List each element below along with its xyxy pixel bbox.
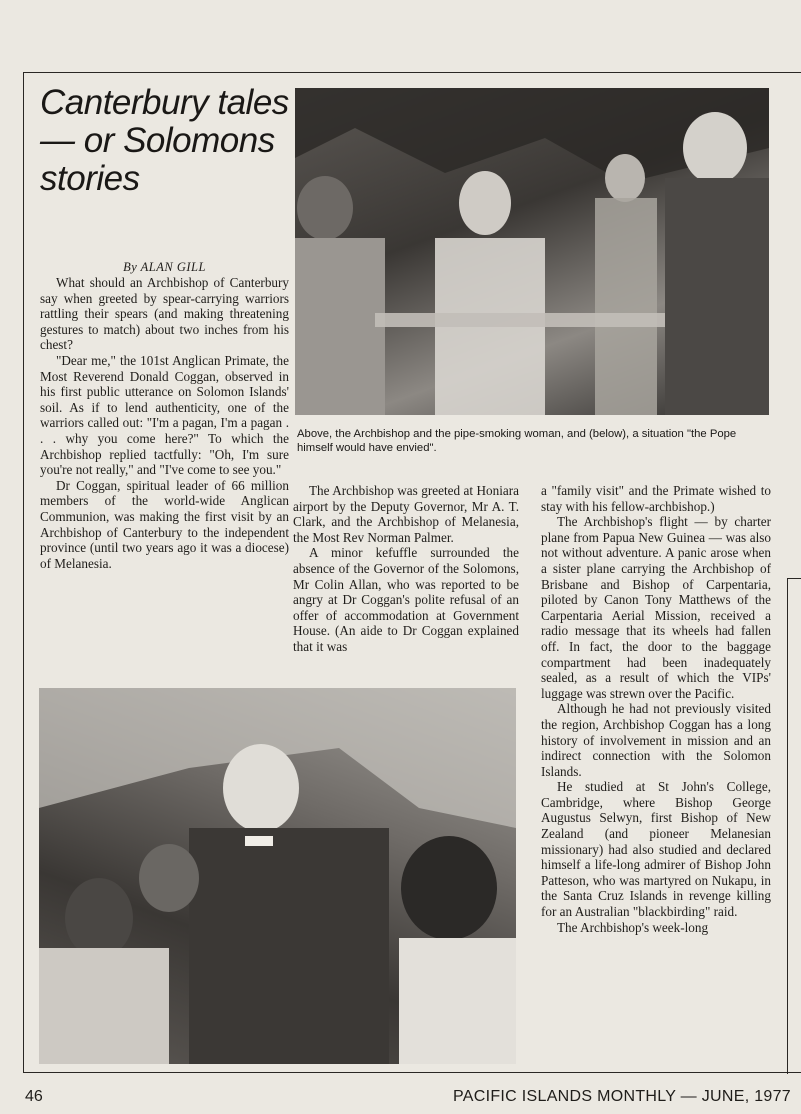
article-column-3 [541,483,771,935]
article-byline: By ALAN GILL [123,260,206,274]
article-column-1 [40,275,289,571]
page-number: 46 [25,1088,43,1105]
paragraph: He studied at St John's College, Cambridge, where Bishop George Augustus Selwyn, first Bishop of New Zealand (and pioneer Melanesian missionary) had also studied and declared himself a life-long admirer of Bishop John Patteson, who was martyred on Nukapu, in the Santa Cruz Islands in revenge killing for an Australian "blackbirding" raid. [541,779,771,920]
paragraph: Although he had not previously visited the region, Archbishop Coggan has a long history of involvement in mission and an indirect connection with the Solomon Islands. [541,701,771,779]
article-headline: Canterbury tales — or Solomons stories [40,83,289,198]
paragraph: The Archbishop's week-long [557,919,709,935]
article-column-2 [293,483,519,655]
frame-bottom-rule [23,1072,801,1073]
photo-archbishop-greeting [295,88,769,415]
paragraph: What should an Archbishop of Canterbury say when greeted by spear-carrying warriors rattling their spears (and making threatening gestures to match) about two inches from his chest? [40,275,289,353]
photo-archbishop-crowd [39,688,516,1064]
paragraph: A minor kefuffle surrounded the absence of the Governor of the Solomons, Mr Colin Allan, who was reported to be angry at Dr Coggan's polite refusal of an offer of accommodation at Government House. (An aide to Dr Coggan explained that it was [293,545,519,654]
paragraph: Dr Coggan, spiritual leader of 66 million members of the world-wide Anglican Communion, was making the first visit by an Archbishop of Canterbury to the independent province (until two years ago it was a diocese) of Melanesia. [40,477,289,571]
photo-caption: Above, the Archbishop and the pipe-smoking woman, and (below), a situation "the Pope himself would have envied". [297,428,737,454]
paragraph: The Archbishop was greeted at Honiara airport by the Deputy Governor, Mr A. T. Clark, and the Archbishop of Melanesia, the Most Rev Norman Palmer. [293,483,519,545]
frame-right-bracket [787,578,801,1074]
paragraph: a "family visit" and the Primate wished to stay with his fellow-archbishop.) [541,483,771,514]
magazine-footer: PACIFIC ISLANDS MONTHLY — JUNE, 1977 [453,1088,791,1105]
paragraph: "Dear me," the 101st Anglican Primate, the Most Reverend Donald Coggan, observed in his first public utterance on Solomon Islands' soil. As if to lend authenticity, one of the warriors called out: "I'm a pagan, I'm a pagan . . . why you come here?" To which the Archbishop replied tactfully: "Oh, I'm sure you're not really," and "I've come to see you." [40,352,289,478]
frame-left-rule [23,72,24,1072]
frame-top-rule [23,72,801,73]
paragraph: The Archbishop's flight — by charter plane from Papua New Guinea — was also not without adventure. A panic arose when a sister plane carrying the Archbishop of Brisbane and Bishop of Carpentaria, piloted by Canon Tony Matthews of the Carpentaria Aerial Mission, received a radio message that its wheels had fallen off. In fact, the door to the baggage compartment had been inadequately sealed, as a result of which the VIPs' luggage was strewn over the Pacific. [541,514,771,701]
